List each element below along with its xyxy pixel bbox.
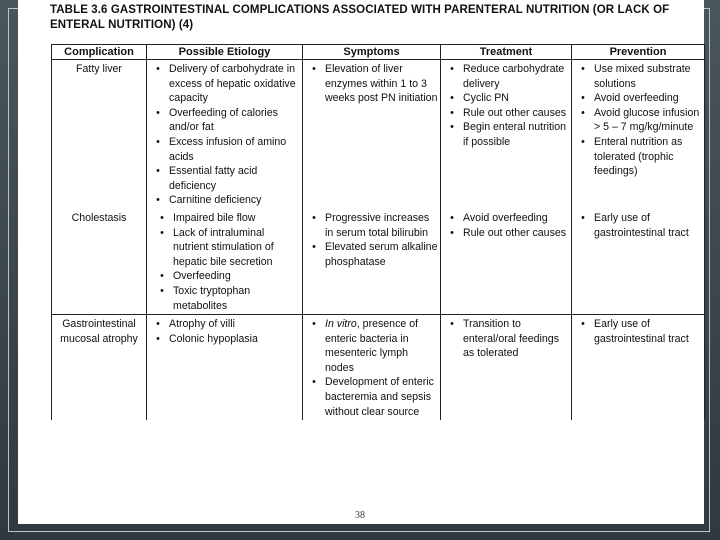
table-row bbox=[52, 315, 705, 421]
header-etiology: Possible Etiology bbox=[147, 45, 303, 60]
symptoms-cell bbox=[303, 315, 441, 421]
complications-table bbox=[51, 44, 705, 420]
list-item: • Use mixed substrate solutions bbox=[581, 63, 691, 90]
title-line-1: TABLE 3.6 GASTROINTESTINAL COMPLICATIONS ASSOCIATED WITH PARENTERAL NUTRITION (OR LACK OF bbox=[50, 4, 670, 16]
list-item: • Toxic tryptophan metabolites bbox=[160, 284, 251, 312]
list-item: • Early use of gastrointestinal tract bbox=[581, 211, 689, 239]
list-item: • Atrophy of villi bbox=[156, 318, 235, 331]
etiology-cell bbox=[147, 315, 303, 421]
treatment-cell bbox=[441, 60, 572, 209]
list-item: • Avoid glucose infusion > 5 – 7 mg/kg/minute bbox=[581, 106, 700, 134]
list-item: • Essential fatty acid deficiency bbox=[156, 165, 258, 192]
complication-cell: Cholestasis bbox=[52, 209, 147, 315]
prevention-cell bbox=[572, 315, 705, 421]
slide bbox=[18, 0, 704, 524]
header-symptoms: Symptoms bbox=[303, 45, 441, 60]
list-item: • Lack of intraluminal nutrient stimulation of hepatic bile secretion bbox=[160, 226, 274, 268]
prevention-cell bbox=[572, 209, 705, 315]
list-item: • Reduce carbohydrate delivery bbox=[450, 63, 565, 90]
header-prevention: Prevention bbox=[572, 45, 705, 60]
list-item: • Delivery of carbohydrate in excess of hepatic oxidative capacity bbox=[156, 63, 296, 105]
title-line-2: ENTERAL NUTRITION) (4) bbox=[50, 19, 194, 31]
list-item: • Impaired bile flow bbox=[160, 211, 256, 224]
symptoms-cell bbox=[303, 60, 441, 209]
etiology-cell bbox=[147, 60, 303, 209]
list-item: • Cyclic PN bbox=[450, 92, 509, 105]
list-item: • Excess infusion of amino acids bbox=[156, 135, 287, 163]
list-item: • Overfeeding bbox=[160, 270, 231, 283]
list-item: • Transition to enteral/oral feedings as tolerated bbox=[450, 318, 559, 360]
list-item: • Begin enteral nutrition if possible bbox=[450, 121, 567, 148]
header-treatment: Treatment bbox=[441, 45, 572, 60]
header-complication: Complication bbox=[52, 45, 147, 60]
list-item: • Elevated serum alkaline phosphatase bbox=[312, 241, 438, 268]
list-item: • In vitro, presence of enteric bacteria in mesenteric lymph nodes bbox=[312, 318, 419, 374]
list-item: • Overfeeding of calories and/or fat bbox=[156, 106, 278, 134]
complication-cell: Gastrointestinal mucosal atrophy bbox=[52, 315, 147, 421]
list-item: • Colonic hypoplasia bbox=[156, 332, 258, 345]
list-item: • Elevation of liver enzymes within 1 to 3 weeks post PN initiation bbox=[312, 63, 438, 105]
list-item: • Avoid overfeeding bbox=[581, 92, 679, 105]
list-item: • Progressive increases in serum total bilirubin bbox=[312, 211, 430, 239]
list-item: • Carnitine deficiency bbox=[156, 194, 262, 207]
table-row bbox=[52, 60, 705, 209]
treatment-cell bbox=[441, 209, 572, 315]
treatment-cell bbox=[441, 315, 572, 421]
table-title bbox=[50, 3, 710, 33]
list-item: • Rule out other causes bbox=[450, 226, 567, 239]
table-row bbox=[52, 209, 705, 315]
symptoms-cell bbox=[303, 209, 441, 315]
page-number: 38 bbox=[355, 510, 365, 521]
list-item: • Development of enteric bacteremia and sepsis without clear source bbox=[312, 376, 434, 418]
list-item: • Early use of gastrointestinal tract bbox=[581, 318, 689, 345]
complication-cell: Fatty liver bbox=[52, 60, 147, 209]
header-row bbox=[52, 45, 705, 60]
etiology-cell bbox=[147, 209, 303, 315]
list-item: • Rule out other causes bbox=[450, 106, 567, 119]
list-item: • Enteral nutrition as tolerated (trophic feedings) bbox=[581, 135, 683, 178]
prevention-cell bbox=[572, 60, 705, 209]
list-item: • Avoid overfeeding bbox=[450, 211, 548, 224]
